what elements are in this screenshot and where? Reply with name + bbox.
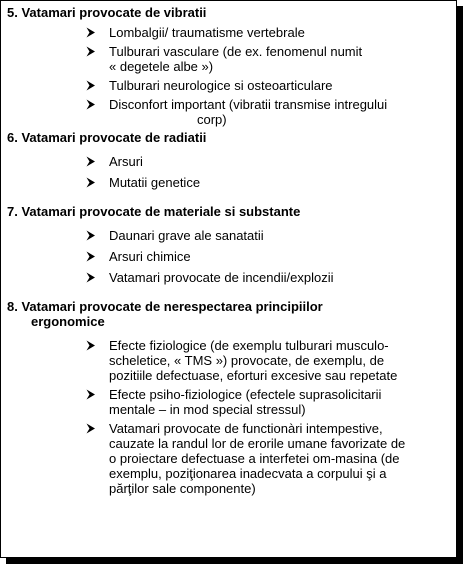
list-item: [85, 25, 450, 40]
item-line: Vatamari provocate de functionàri intempestive,: [109, 421, 383, 436]
item-line: Mutatii genetice: [109, 175, 201, 190]
list-item: [85, 249, 450, 264]
arrowhead-bullet-icon: [85, 338, 99, 353]
arrowhead-bullet-icon: [85, 387, 99, 402]
section-heading-line: 8. Vatamari provocate de nerespectarea principiilor: [7, 299, 323, 314]
item-line: o proiectare defectuase a interfetei om-masina (de: [109, 451, 400, 466]
item-line: Tulburari vasculare (de ex. fenomenul numit: [109, 44, 363, 59]
section-materiale: [7, 204, 450, 285]
list-item: [85, 270, 450, 285]
section-heading: 6. Vatamari provocate de radiatii: [7, 130, 207, 145]
arrowhead-bullet-icon: [85, 78, 99, 93]
list-item: [85, 154, 450, 169]
arrowhead-bullet-icon: [85, 44, 99, 59]
section-heading-line: ergonomice: [31, 314, 105, 329]
arrowhead-bullet-icon: [85, 270, 99, 285]
box-shadow-bottom: [6, 558, 463, 564]
section-heading: 5. Vatamari provocate de vibratii: [7, 5, 207, 20]
arrowhead-bullet-icon: [85, 249, 99, 264]
item-line: pozitiile defectuase, eforturi excesive sau repetate: [109, 368, 398, 383]
item-line: Daunari grave ale sanatatii: [109, 228, 264, 243]
section-heading: [7, 299, 450, 329]
item-list: [7, 219, 450, 285]
item-line: Vatamari provocate de incendii/explozii: [109, 270, 334, 285]
arrowhead-bullet-icon: [85, 421, 99, 436]
item-line: părţilor sale componente): [109, 481, 256, 496]
item-line: Disconfort important (vibratii transmise intregului: [109, 97, 388, 112]
arrowhead-bullet-icon: [85, 228, 99, 243]
list-item: [85, 44, 450, 74]
arrowhead-bullet-icon: [85, 154, 99, 169]
list-item: [85, 97, 450, 127]
item-list: [7, 20, 450, 127]
section-vibratii: [7, 5, 450, 127]
section-heading: 7. Vatamari provocate de materiale si substante: [7, 204, 301, 219]
list-item: [85, 387, 450, 417]
section-ergonomie: [7, 299, 450, 496]
list-item: [85, 338, 450, 383]
list-item: [85, 78, 450, 93]
arrowhead-bullet-icon: [85, 97, 99, 112]
list-item: [85, 228, 450, 243]
item-line: Lombalgii/ traumatisme vertebrale: [109, 25, 305, 40]
item-line: Arsuri chimice: [109, 249, 191, 264]
item-line: cauzate la randul lor de erorile umane favorizate de: [109, 436, 406, 451]
item-line: corp): [197, 112, 227, 127]
item-line: Tulburari neurologice si osteoarticulare: [109, 78, 333, 93]
item-list: [7, 329, 450, 496]
list-item: [85, 421, 450, 496]
box-shadow-right: [457, 6, 463, 564]
list-item: [85, 175, 450, 190]
item-line: Efecte fiziologice (de exemplu tulburari musculo-: [109, 338, 389, 353]
item-line: scheletice, « TMS ») provocate, de exemplu, de: [109, 353, 385, 368]
item-line: Arsuri: [109, 154, 143, 169]
item-list: [7, 145, 450, 190]
item-line: mentale – in mod special stressul): [109, 402, 306, 417]
item-line: exemplu, poziţionarea inadecvata a corpului şi a: [109, 466, 387, 481]
arrowhead-bullet-icon: [85, 25, 99, 40]
arrowhead-bullet-icon: [85, 175, 99, 190]
item-line: « degetele albe »): [109, 59, 214, 74]
item-line: Efecte psiho-fiziologice (efectele suprasolicitarii: [109, 387, 382, 402]
section-radiatii: [7, 130, 450, 190]
